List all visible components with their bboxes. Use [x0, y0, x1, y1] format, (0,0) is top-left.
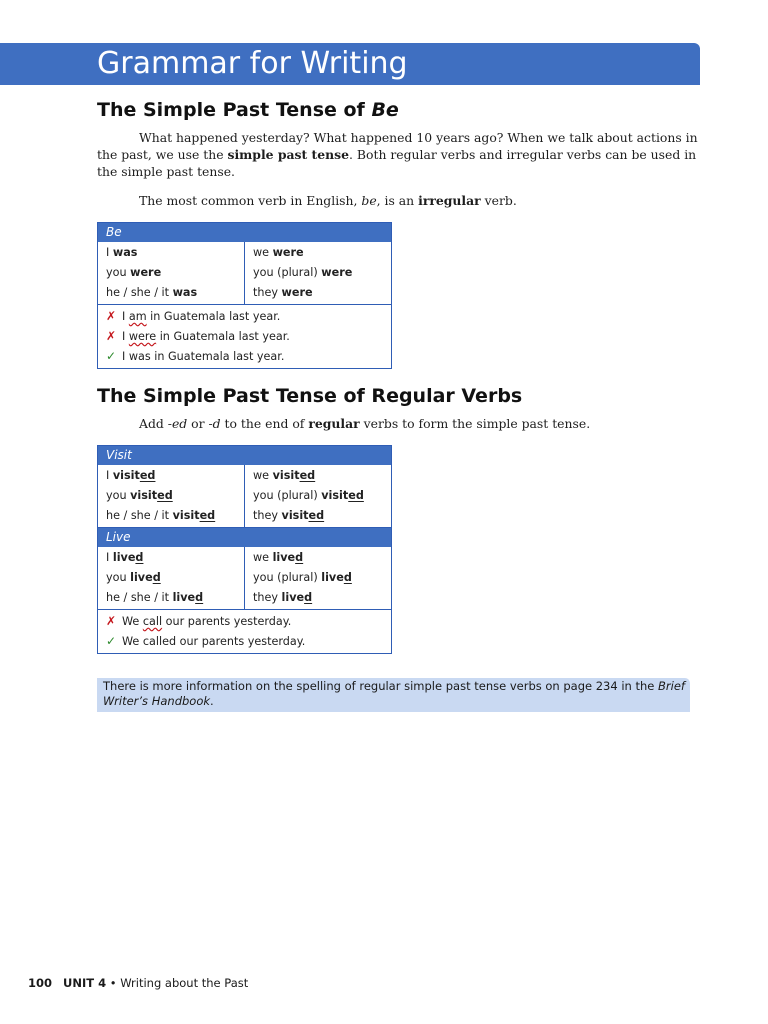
table-row — [106, 263, 244, 283]
table-row — [106, 486, 244, 506]
table-row — [253, 263, 391, 283]
text-run: in Guatemala last year. — [156, 330, 290, 343]
text-run: am — [128, 310, 147, 323]
text-run: Brief Writer’s Handbook — [103, 679, 685, 708]
text-run: we — [253, 469, 273, 482]
heading-text: The Simple Past Tense of — [97, 99, 372, 121]
text-run: they — [253, 509, 282, 522]
footer-bullet: • — [106, 976, 121, 990]
text-run: . Both regular verbs and irregular verbs can be used in the simple past tense. — [97, 147, 697, 179]
text-run: Add — [139, 416, 168, 431]
text-run: verb. — [480, 193, 517, 208]
text-run: d — [135, 551, 144, 564]
example-sentence — [106, 611, 391, 631]
text-run: irregular — [418, 193, 481, 208]
text-run: you (plural) — [253, 266, 322, 279]
text-run: visit — [272, 469, 300, 482]
text-run: to the end of — [220, 416, 309, 431]
be-paragraph — [97, 192, 701, 209]
text-run: were — [130, 266, 162, 279]
text-run: There is more information on the spelling of regular simple past tense verbs on page 234 in the — [103, 679, 659, 693]
text-run: I — [106, 551, 113, 564]
visit-left-col — [98, 465, 244, 527]
heading-em: Be — [371, 99, 399, 121]
text-run: he / she / it — [106, 286, 173, 299]
table-row — [106, 243, 244, 263]
text-run: we — [253, 551, 273, 564]
text-run: our parents yesterday. — [162, 615, 292, 628]
table-row — [253, 243, 391, 263]
text-run: d — [343, 571, 352, 584]
text-run: I — [122, 330, 129, 343]
text-run: , is an — [376, 193, 419, 208]
table-row — [106, 466, 244, 486]
text-run: was — [112, 246, 138, 259]
unit-label: UNIT 4 — [62, 976, 107, 990]
table-row — [106, 568, 244, 588]
be-table-right-col — [244, 242, 391, 304]
table-row — [253, 466, 391, 486]
text-run: We called our parents yesterday. — [122, 635, 306, 648]
text-run: What happened yesterday? What happened 10 years ago? When we talk about actions in the past, we use the — [97, 130, 698, 162]
be-table-header: Be — [98, 223, 391, 242]
text-run: in Guatemala last year. — [146, 310, 281, 323]
text-run: visit — [130, 489, 158, 502]
text-run: -ed — [167, 416, 188, 431]
text-run: you — [106, 571, 131, 584]
text-run: were — [128, 330, 157, 343]
text-run: live — [272, 551, 296, 564]
incorrect-mark-icon: ✗ — [106, 614, 117, 628]
be-table-grid — [98, 242, 391, 305]
text-run: d — [195, 591, 204, 604]
text-run: verbs to form the simple past tense. — [359, 416, 591, 431]
text-run: call — [142, 615, 163, 628]
text-run: visit — [321, 489, 349, 502]
table-row — [253, 548, 391, 568]
text-run: you (plural) — [253, 571, 322, 584]
text-run: he / she / it — [106, 509, 173, 522]
table-row — [253, 588, 391, 608]
live-table-header: Live — [98, 528, 391, 547]
regular-table-examples — [98, 610, 391, 653]
regular-verbs-paragraph — [97, 415, 701, 432]
table-row — [106, 548, 244, 568]
text-run: regular — [308, 416, 360, 431]
text-run: I was in Guatemala last year. — [122, 350, 285, 363]
correct-check-icon: ✓ — [106, 634, 117, 648]
text-run: or — [187, 416, 209, 431]
text-run: ed — [308, 509, 325, 522]
visit-table-header: Visit — [98, 446, 391, 465]
text-run: ed — [199, 509, 216, 522]
text-run: live — [321, 571, 344, 584]
text-run: was — [172, 286, 198, 299]
heading-regular-verbs: The Simple Past Tense of Regular Verbs — [97, 385, 523, 407]
text-run: you — [106, 489, 131, 502]
text-run: you — [106, 266, 131, 279]
text-run: -d — [208, 416, 221, 431]
example-sentence — [106, 306, 391, 326]
regular-verbs-table — [97, 445, 392, 654]
be-conjugation-table — [97, 222, 392, 369]
handbook-note — [97, 678, 690, 712]
text-run: ed — [348, 489, 364, 502]
text-run: we — [253, 246, 273, 259]
section-banner — [0, 43, 700, 85]
text-run: live — [281, 591, 305, 604]
text-run: be — [361, 193, 377, 208]
text-run: live — [112, 551, 136, 564]
text-run: live — [130, 571, 153, 584]
example-sentence — [106, 631, 391, 651]
table-row — [106, 506, 244, 526]
incorrect-mark-icon: ✗ — [106, 329, 117, 343]
table-row — [253, 568, 391, 588]
table-row — [106, 283, 244, 303]
page-number: 100 — [28, 976, 53, 990]
footer-title: Writing about the Past — [120, 976, 249, 990]
text-run: We — [122, 615, 143, 628]
text-run: ed — [299, 469, 316, 482]
be-table-left-col — [98, 242, 244, 304]
text-run: simple past tense — [227, 147, 350, 162]
text-run: were — [321, 266, 353, 279]
intro-paragraph — [97, 129, 701, 180]
text-run: they — [253, 591, 282, 604]
text-run: were — [272, 246, 304, 259]
live-table-grid — [98, 547, 391, 610]
table-row — [253, 506, 391, 526]
example-sentence — [106, 326, 391, 346]
banner-title: Grammar for Writing — [97, 46, 408, 81]
table-row — [253, 283, 391, 303]
text-run: d — [304, 591, 313, 604]
be-table-examples — [98, 305, 391, 368]
text-run: I — [106, 246, 113, 259]
table-row — [106, 588, 244, 608]
page-footer — [28, 976, 248, 990]
text-run: I — [122, 310, 129, 323]
incorrect-mark-icon: ✗ — [106, 309, 117, 323]
visit-right-col — [244, 465, 391, 527]
correct-check-icon: ✓ — [106, 349, 117, 363]
live-left-col — [98, 547, 244, 609]
table-row — [253, 486, 391, 506]
text-run: you (plural) — [253, 489, 322, 502]
text-run: were — [281, 286, 313, 299]
text-run: The most common verb in English, — [139, 193, 362, 208]
text-run: visit — [172, 509, 200, 522]
text-run: they — [253, 286, 282, 299]
text-run: visit — [281, 509, 309, 522]
text-run: visit — [112, 469, 140, 482]
text-run: I — [106, 469, 113, 482]
heading-simple-past-be — [97, 99, 399, 121]
example-sentence — [106, 346, 391, 366]
text-run: live — [172, 591, 196, 604]
text-run: d — [152, 571, 161, 584]
live-right-col — [244, 547, 391, 609]
text-run: ed — [157, 489, 173, 502]
visit-table-grid — [98, 465, 391, 528]
text-run: ed — [139, 469, 156, 482]
text-run: . — [210, 694, 214, 708]
text-run: d — [295, 551, 304, 564]
text-run: he / she / it — [106, 591, 173, 604]
